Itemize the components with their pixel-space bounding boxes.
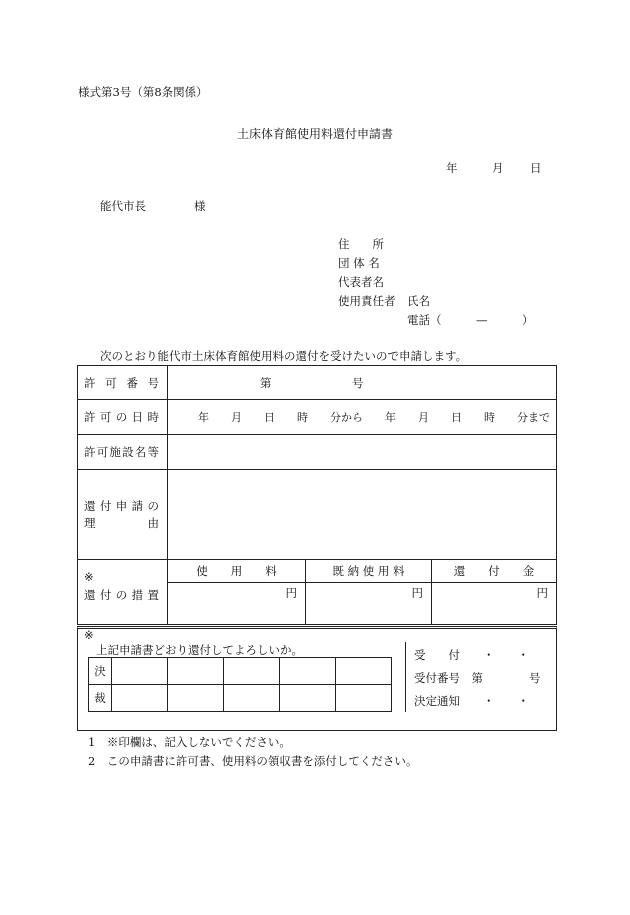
receipt-number-label: 受付番号 第 号 xyxy=(414,671,541,685)
intro-text: 次のとおり能代市土床体育館使用料の還付を受けたいので申請します。 xyxy=(100,349,468,363)
facility-row xyxy=(78,435,557,470)
paid-fee-header: 既 納 使 用 料 xyxy=(306,560,432,583)
usage-fee-header: 使 用 料 xyxy=(168,560,306,583)
reason-value[interactable] xyxy=(168,470,557,560)
refund-measures-label-cell xyxy=(78,560,168,625)
stamp-cell[interactable] xyxy=(168,685,224,712)
facility-label: 許可施設名等 xyxy=(84,445,159,459)
permit-number-value[interactable]: 第 号 xyxy=(168,366,557,400)
stamp-cell[interactable] xyxy=(224,658,280,685)
date-day: 日 xyxy=(530,161,542,175)
refund-amount-header: 還 付 金 xyxy=(432,560,557,583)
stamp-cell[interactable] xyxy=(280,658,336,685)
approval-mark: ※ xyxy=(84,628,94,642)
permit-datetime-row xyxy=(78,400,557,435)
application-date xyxy=(446,160,542,176)
stamp-cell[interactable] xyxy=(168,658,224,685)
approval-question: 上記申請書どおり還付してよろしいか。 xyxy=(96,643,303,657)
stamp-cell[interactable] xyxy=(112,685,168,712)
reason-label-line1: 還付申請の xyxy=(84,498,159,513)
facility-label-cell xyxy=(78,435,168,470)
ketsu-char-bottom: 裁 xyxy=(89,685,112,712)
refund-measures-label: 還付の措置 xyxy=(84,588,159,602)
ketsu-char-top: 決 xyxy=(89,658,112,685)
permit-number-label: 許可番号 xyxy=(84,375,159,390)
addressee-name: 能代市長 xyxy=(100,199,146,213)
group-name-label: 団 体 名 xyxy=(338,256,380,270)
stamp-cell[interactable] xyxy=(336,658,392,685)
notes xyxy=(88,733,417,771)
date-year: 年 xyxy=(446,161,458,175)
permit-datetime-value[interactable]: 年 月 日 時 分から 年 月 日 時 分まで xyxy=(168,400,557,435)
application-table xyxy=(77,365,557,625)
representative-label: 代表者名 xyxy=(338,275,384,289)
permit-number-label-cell xyxy=(78,366,168,400)
phone-label: 電話（ — ） xyxy=(407,313,534,327)
permit-number-row xyxy=(78,366,557,400)
stamp-cell[interactable] xyxy=(280,685,336,712)
reason-label-cell xyxy=(78,470,168,560)
facility-value[interactable] xyxy=(168,435,557,470)
refund-amount-yen[interactable]: 円 xyxy=(432,583,557,625)
reason-row xyxy=(78,470,557,560)
addressee-honorific: 様 xyxy=(194,199,206,213)
note-item: 2 この申請書に許可書、使用料の領収書を添付してください。 xyxy=(88,754,418,768)
approval-stamp-grid xyxy=(88,657,392,712)
date-month: 月 xyxy=(492,161,504,175)
usage-fee-yen[interactable]: 円 xyxy=(168,583,306,625)
permit-datetime-label-cell xyxy=(78,400,168,435)
receipt-block xyxy=(414,644,541,713)
stamp-cell[interactable] xyxy=(336,685,392,712)
receipt-divider xyxy=(405,642,406,712)
form-title: 土床体育館使用料還付申請書 xyxy=(236,127,393,141)
note-item: 1 ※印欄は、記入しないでください。 xyxy=(88,735,291,749)
responsible-person-label: 使用責任者 氏名 xyxy=(338,294,430,308)
stamp-cell[interactable] xyxy=(112,658,168,685)
addressee xyxy=(100,198,206,214)
paid-fee-yen[interactable]: 円 xyxy=(306,583,432,625)
fee-header-row xyxy=(78,560,557,583)
stamp-cell[interactable] xyxy=(224,685,280,712)
permit-datetime-label: 許可の日時 xyxy=(84,410,159,424)
decision-notice-label: 決定通知 ・ ・ xyxy=(414,694,529,708)
reason-label-line2: 理 由 xyxy=(84,515,159,530)
form-number: 様式第3号（第8条関係） xyxy=(78,85,208,99)
office-use-mark: ※ xyxy=(84,570,94,584)
applicant-block xyxy=(338,235,534,330)
address-label: 住 所 xyxy=(338,237,384,251)
receipt-label: 受 付 ・ ・ xyxy=(414,648,529,662)
